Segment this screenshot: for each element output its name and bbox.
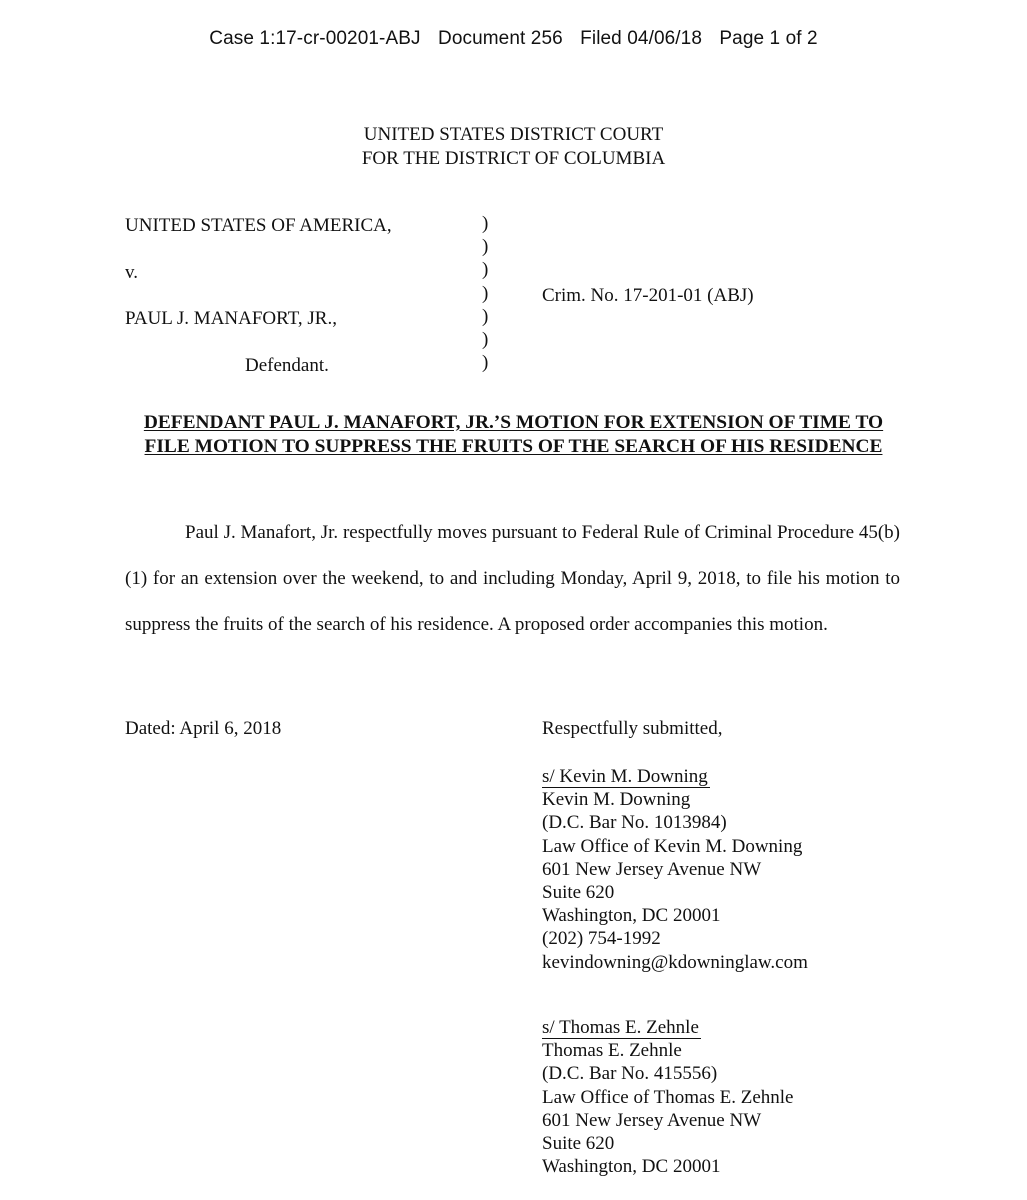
motion-title-line: FILE MOTION TO SUPPRESS THE FRUITS OF THE SEARCH OF HIS RESIDENCE: [144, 436, 883, 457]
attorney-name: Thomas E. Zehnle: [542, 1040, 682, 1062]
attorney-name: Kevin M. Downing: [542, 789, 691, 811]
signature-block-downing: [542, 765, 808, 974]
motion-body: Paul J. Manafort, Jr. respectfully moves pursuant to Federal Rule of Criminal Procedure 45(b)(1) for an extension over the weekend, to and including Monday, April 9, 2018, to file his motion to suppress the fruits of the search of his residence. A proposed order accompanies this motion.: [125, 522, 900, 635]
caption-paren: ): [482, 328, 489, 350]
dated-line: Dated: April 6, 2018: [125, 718, 282, 739]
court-heading: [0, 123, 1027, 171]
bar-number: (D.C. Bar No. 1013984): [542, 812, 727, 834]
law-office: Law Office of Thomas E. Zehnle: [542, 1086, 794, 1108]
caption-paren: ): [482, 282, 489, 304]
motion-title: [0, 411, 1027, 459]
criminal-case-number: Crim. No. 17-201-01 (ABJ): [542, 285, 754, 306]
law-office: Law Office of Kevin M. Downing: [542, 835, 803, 857]
street-address: 601 New Jersey Avenue NW: [542, 1109, 762, 1131]
phone-number: (202) 754-1992: [542, 928, 661, 950]
plaintiff: UNITED STATES OF AMERICA,: [125, 215, 392, 236]
court-name: UNITED STATES DISTRICT COURT: [363, 124, 664, 145]
suite: Suite 620: [542, 1133, 615, 1155]
e-signature: s/ Thomas E. Zehnle: [542, 1017, 699, 1038]
caption-paren: ): [482, 236, 489, 258]
document-number: Document 256: [438, 28, 563, 49]
caption-parentheses: [482, 212, 488, 374]
filed-date: Filed 04/06/18: [580, 28, 702, 49]
city-state-zip: Washington, DC 20001: [542, 905, 721, 927]
caption-paren: ): [482, 352, 489, 374]
e-signature: s/ Kevin M. Downing: [542, 766, 708, 787]
page-indicator: Page 1 of 2: [719, 28, 818, 49]
suite: Suite 620: [542, 882, 615, 904]
closing-line: Respectfully submitted,: [542, 718, 723, 739]
caption-paren: ): [482, 213, 489, 234]
court-district: FOR THE DISTRICT OF COLUMBIA: [361, 148, 666, 169]
motion-title-line: DEFENDANT PAUL J. MANAFORT, JR.’S MOTION FOR EXTENSION OF TIME TO: [143, 412, 884, 433]
street-address: 601 New Jersey Avenue NW: [542, 858, 762, 880]
caption-paren: ): [482, 259, 489, 281]
email-address: kevindowning@kdowninglaw.com: [542, 951, 808, 973]
case-number-header: Case 1:17-cr-00201-ABJ: [209, 28, 421, 49]
versus: v.: [125, 262, 139, 283]
city-state-zip: Washington, DC 20001: [542, 1156, 721, 1178]
filing-header: [0, 28, 1027, 50]
signature-block-zehnle: [542, 1016, 794, 1178]
bar-number: (D.C. Bar No. 415556): [542, 1063, 718, 1085]
defendant-label: Defendant.: [245, 355, 329, 376]
defendant-name: PAUL J. MANAFORT, JR.,: [125, 308, 337, 329]
caption-paren: ): [482, 305, 489, 327]
